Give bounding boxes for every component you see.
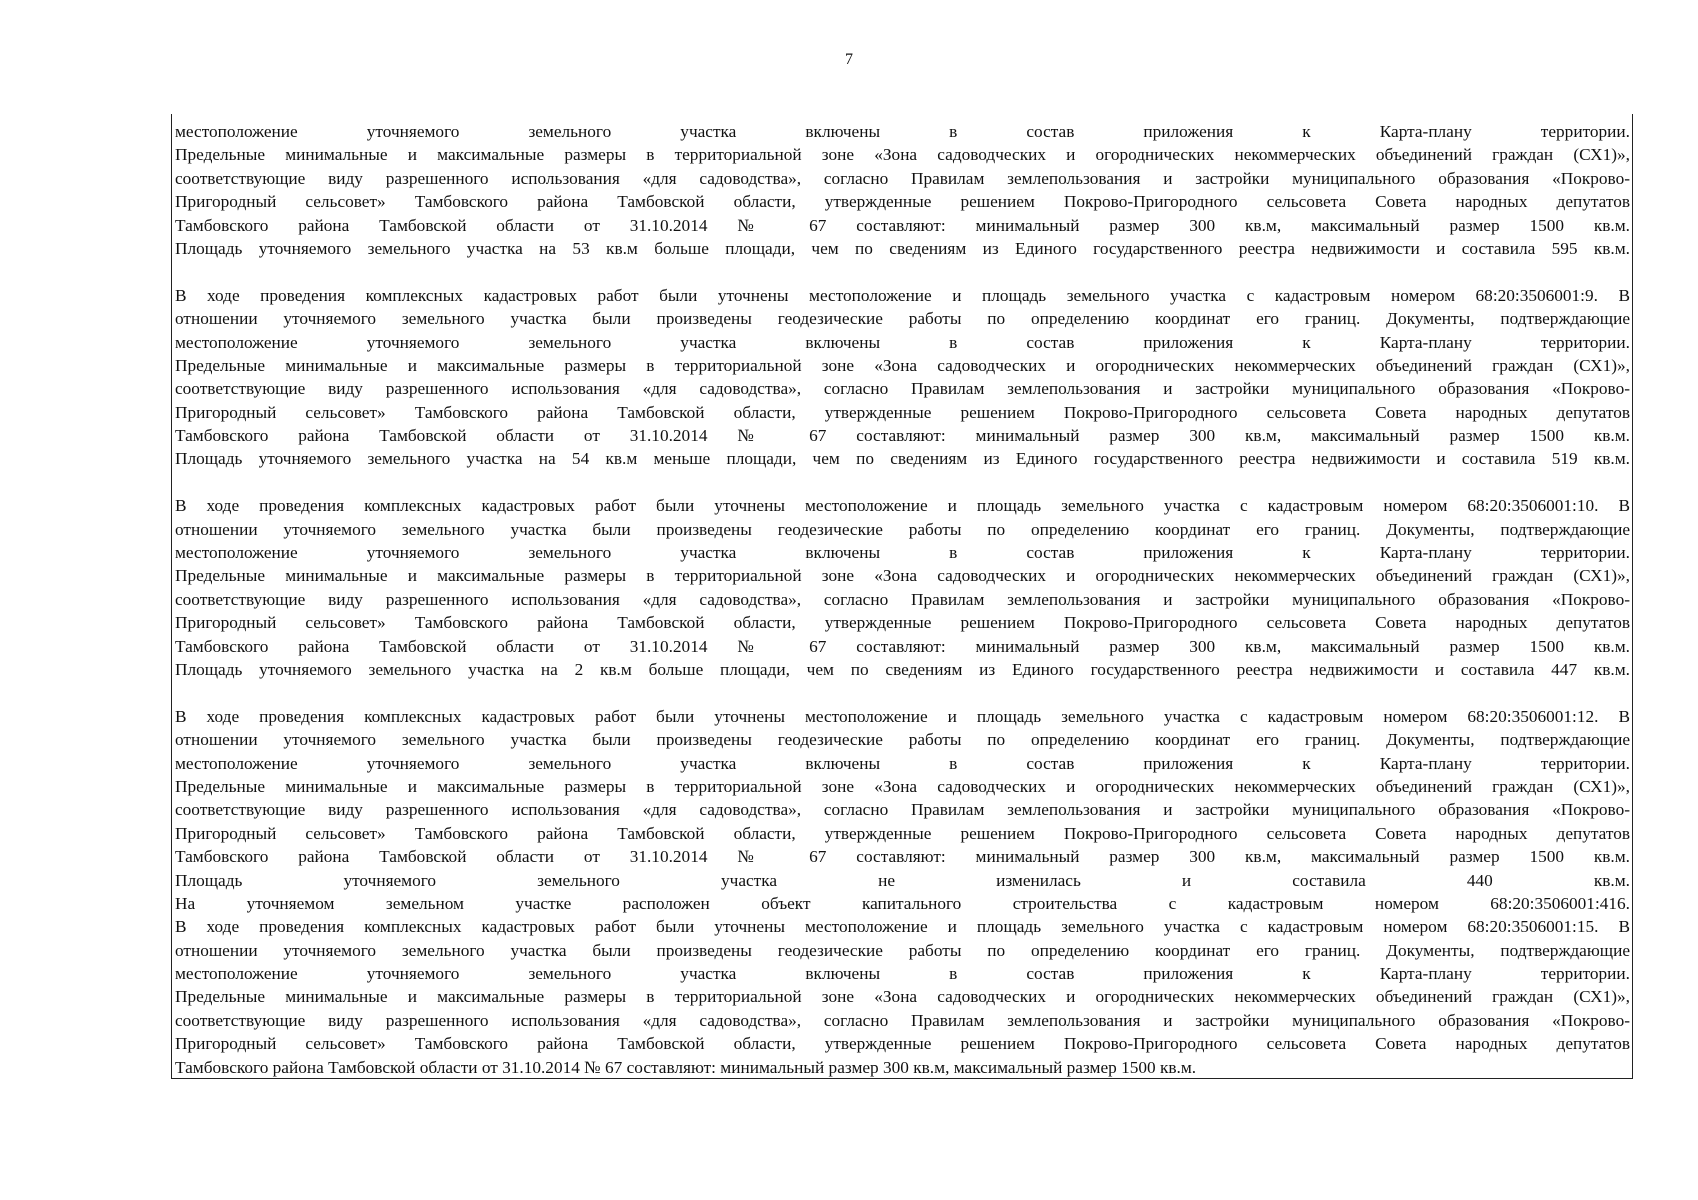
document-text-frame bbox=[171, 114, 1633, 1079]
text-line: Тамбовского района Тамбовской области от 31.10.2014 № 67 составляют: минимальный размер 300 кв.м, максимальный размер 1500 кв.м. bbox=[175, 215, 1630, 235]
paragraph bbox=[175, 120, 1630, 260]
text-line: Предельные минимальные и максимальные размеры в территориальной зоне «Зона садоводческих и огороднических некоммерческих объединений граждан (СХ1)», bbox=[175, 987, 1630, 1007]
paragraph bbox=[175, 705, 1630, 1079]
text-line: Предельные минимальные и максимальные размеры в территориальной зоне «Зона садоводческих и огороднических некоммерческих объединений граждан (СХ1)», bbox=[175, 566, 1630, 586]
text-line: Пригородный сельсовет» Тамбовского района Тамбовской области, утвержденные решением Покрово-Пригородного сельсовета Совета народных депутатов bbox=[175, 402, 1630, 422]
text-line: Площадь уточняемого земельного участка на 2 кв.м больше площади, чем по сведениям из Единого государственного реестра недвижимости и составила 447 кв.м. bbox=[175, 659, 1630, 679]
text-line: соответствующие виду разрешенного использования «для садоводства», согласно Правилам землепользования и застройки муниципального образования «Покрово- bbox=[175, 168, 1630, 188]
text-line: Пригородный сельсовет» Тамбовского района Тамбовской области, утвержденные решением Покрово-Пригородного сельсовета Совета народных депутатов bbox=[175, 613, 1630, 633]
text-line: Площадь уточняемого земельного участка на 53 кв.м больше площади, чем по сведениям из Единого государственного реестра недвижимости и составила 595 кв.м. bbox=[175, 238, 1630, 258]
text-line: соответствующие виду разрешенного использования «для садоводства», согласно Правилам землепользования и застройки муниципального образования «Покрово- bbox=[175, 589, 1630, 609]
text-line: Тамбовского района Тамбовской области от 31.10.2014 № 67 составляют: минимальный размер 300 кв.м, максимальный размер 1500 кв.м. bbox=[175, 847, 1630, 867]
text-line: местоположение уточняемого земельного участка включены в состав приложения к Карта-плану территории. bbox=[175, 753, 1630, 773]
text-line: местоположение уточняемого земельного участка включены в состав приложения к Карта-плану территории. bbox=[175, 122, 1630, 141]
text-line: соответствующие виду разрешенного использования «для садоводства», согласно Правилам землепользования и застройки муниципального образования «Покрово- bbox=[175, 1010, 1630, 1030]
text-line: На уточняемом земельном участке расположен объект капитального строительства с кадастровым номером 68:20:3506001:416. bbox=[175, 893, 1630, 913]
page-number: 7 bbox=[845, 51, 853, 68]
text-line: местоположение уточняемого земельного участка включены в состав приложения к Карта-плану территории. bbox=[175, 964, 1630, 984]
text-line: местоположение уточняемого земельного участка включены в состав приложения к Карта-плану территории. bbox=[175, 332, 1630, 352]
text-line: отношении уточняемого земельного участка были произведены геодезические работы по определению координат его границ. Документы, подтверждающие bbox=[175, 940, 1630, 960]
text-line: отношении уточняемого земельного участка были произведены геодезические работы по определению координат его границ. Документы, подтверждающие bbox=[175, 309, 1630, 329]
text-line: Пригородный сельсовет» Тамбовского района Тамбовской области, утвержденные решением Покрово-Пригородного сельсовета Совета народных депутатов bbox=[175, 192, 1630, 212]
text-line: местоположение уточняемого земельного участка включены в состав приложения к Карта-плану территории. bbox=[175, 543, 1630, 563]
text-line: соответствующие виду разрешенного использования «для садоводства», согласно Правилам землепользования и застройки муниципального образования «Покрово- bbox=[175, 379, 1630, 399]
text-line: В ходе проведения комплексных кадастровых работ были уточнены местоположение и площадь земельного участка с кадастровым номером 68:20:3506001:9. В bbox=[175, 285, 1630, 305]
paragraph bbox=[175, 494, 1630, 681]
text-line: В ходе проведения комплексных кадастровых работ были уточнены местоположение и площадь земельного участка с кадастровым номером 68:20:3506001:12. В bbox=[175, 706, 1630, 726]
text-line: отношении уточняемого земельного участка были произведены геодезические работы по определению координат его границ. Документы, подтверждающие bbox=[175, 519, 1630, 539]
text-line: Площадь уточняемого земельного участка не изменилась и составила 440 кв.м. bbox=[175, 870, 1630, 890]
paragraph-gap bbox=[175, 260, 1630, 283]
text-line: Площадь уточняемого земельного участка на 54 кв.м меньше площади, чем по сведениям из Единого государственного реестра недвижимости и составила 519 кв.м. bbox=[175, 449, 1630, 469]
paragraph bbox=[175, 284, 1630, 471]
text-line: Тамбовского района Тамбовской области от 31.10.2014 № 67 составляют: минимальный размер 300 кв.м, максимальный размер 1500 кв.м. bbox=[175, 426, 1630, 446]
text-line: В ходе проведения комплексных кадастровых работ были уточнены местоположение и площадь земельного участка с кадастровым номером 68:20:3506001:10. В bbox=[175, 496, 1630, 516]
paragraph-gap bbox=[175, 471, 1630, 494]
text-line: Предельные минимальные и максимальные размеры в территориальной зоне «Зона садоводческих и огороднических некоммерческих объединений граждан (СХ1)», bbox=[175, 355, 1630, 375]
text-line: Тамбовского района Тамбовской области от 31.10.2014 № 67 составляют: минимальный размер 300 кв.м, максимальный размер 1500 кв.м. bbox=[175, 1057, 1197, 1077]
paragraph-gap bbox=[175, 681, 1630, 704]
text-line: Предельные минимальные и максимальные размеры в территориальной зоне «Зона садоводческих и огороднических некоммерческих объединений граждан (СХ1)», bbox=[175, 776, 1630, 796]
text-line: В ходе проведения комплексных кадастровых работ были уточнены местоположение и площадь земельного участка с кадастровым номером 68:20:3506001:15. В bbox=[175, 917, 1630, 937]
text-line: Предельные минимальные и максимальные размеры в территориальной зоне «Зона садоводческих и огороднических некоммерческих объединений граждан (СХ1)», bbox=[175, 145, 1630, 165]
text-line: Пригородный сельсовет» Тамбовского района Тамбовской области, утвержденные решением Покрово-Пригородного сельсовета Совета народных депутатов bbox=[175, 823, 1630, 843]
text-line: соответствующие виду разрешенного использования «для садоводства», согласно Правилам землепользования и застройки муниципального образования «Покрово- bbox=[175, 800, 1630, 820]
text-line: Тамбовского района Тамбовской области от 31.10.2014 № 67 составляют: минимальный размер 300 кв.м, максимальный размер 1500 кв.м. bbox=[175, 636, 1630, 656]
text-line: Пригородный сельсовет» Тамбовского района Тамбовской области, утвержденные решением Покрово-Пригородного сельсовета Совета народных депутатов bbox=[175, 1034, 1630, 1054]
text-line: отношении уточняемого земельного участка были произведены геодезические работы по определению координат его границ. Документы, подтверждающие bbox=[175, 730, 1630, 750]
